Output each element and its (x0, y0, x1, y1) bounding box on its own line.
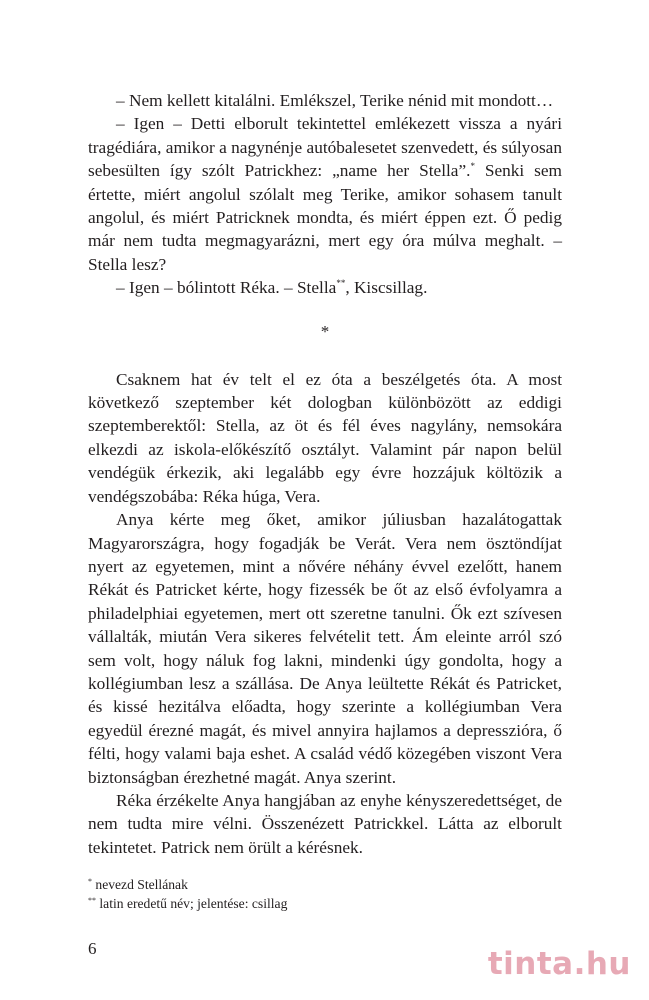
page-body (88, 89, 562, 859)
paragraph: Réka érzékelte Anya hangjában az enyhe kényszeredettséget, de nem tudta mire vélni. Összenézett Patrickkel. Látta az elborult tekintetet. Patrick nem örült a kérésnek. (88, 790, 562, 857)
paragraph (88, 112, 562, 276)
watermark-logo: tinta.hu (487, 946, 631, 982)
paragraph-text: , Kiscsillag. (345, 278, 428, 298)
footnote-mark: ** (88, 896, 96, 905)
paragraph: Anya kérte meg őket, amikor júliusban hazalátogattak Magyarországra, hogy fogadják be Verát. Vera nem ösztöndíjat nyert az egyetemen, mint a nővére néhány évvel ezelőtt, hanem Rékát és Patricket kérte, hogy fizessék be őt az első évfolyamra a philadelphiai egyetemen, mert ott szeretne tanulni. Ők ezt szívesen vállalták, miután Vera sikeres felvételit tett. Ám eleinte arról szó sem volt, hogy náluk fog lakni, mindenki úgy gondolta, hogy a kollégiumban lesz a szállása. De Anya leültette Rékát és Patricket, és kissé hezitálva előadta, hogy szerinte a kollégiumban Vera egyedül érezné magát, és mivel annyira hajlamos a depresszióra, ő félti, hogy valami baja eshet. A család védő közegében viszont Vera biztonságban érezhetné magát. Anya szerint. (88, 510, 562, 787)
paragraph-text: – Igen – bólintott Réka. – Stella (116, 278, 337, 298)
paragraph-text: Senki sem értette, miért angolul szólalt meg Terike, amikor sohasem tanult angolul, és miért Patricknek mondta, és miért éppen ezt. Ő pedig már nem tudta megmagyarázni, mert egy óra múlva meghalt. – Stella lesz? (88, 161, 562, 274)
footnote (88, 875, 562, 894)
section-separator: * (320, 321, 330, 341)
footnote-text: nevezd Stellának (92, 877, 188, 892)
footnotes (88, 875, 562, 913)
footnote-mark[interactable]: ** (336, 278, 346, 289)
paragraph-text: – Igen – Detti elborult tekintettel emlékezett vissza a nyári tragédiára, amikor a nagynénje autóbalesetet szenvedett, és súlyosan sebesülten így szólt Patrickhez: „name her Stella”. (88, 114, 562, 181)
paragraph (88, 276, 562, 299)
footnote-mark[interactable]: * (470, 161, 475, 172)
footnote-text: latin eredetű név; jelentése: csillag (96, 896, 288, 911)
page-number: 6 (88, 939, 97, 958)
paragraph: – Nem kellett kitalálni. Emlékszel, Terike nénid mit mondott… (116, 91, 554, 110)
paragraph: Csaknem hat év telt el ez óta a beszélgetés óta. A most következő szeptember két dologban különbözött az eddigi szeptemberektől: Stella, az öt és fél éves nagylány, nemsokára elkezdi az iskola-előkészítő osztályt. Valamint pár napon belül vendégük érkezik, aki legalább egy évre hozzájuk költözik a vendégszobába: Réka húga, Vera. (88, 369, 562, 506)
footnote-mark: * (88, 877, 92, 886)
footnote (88, 894, 562, 913)
